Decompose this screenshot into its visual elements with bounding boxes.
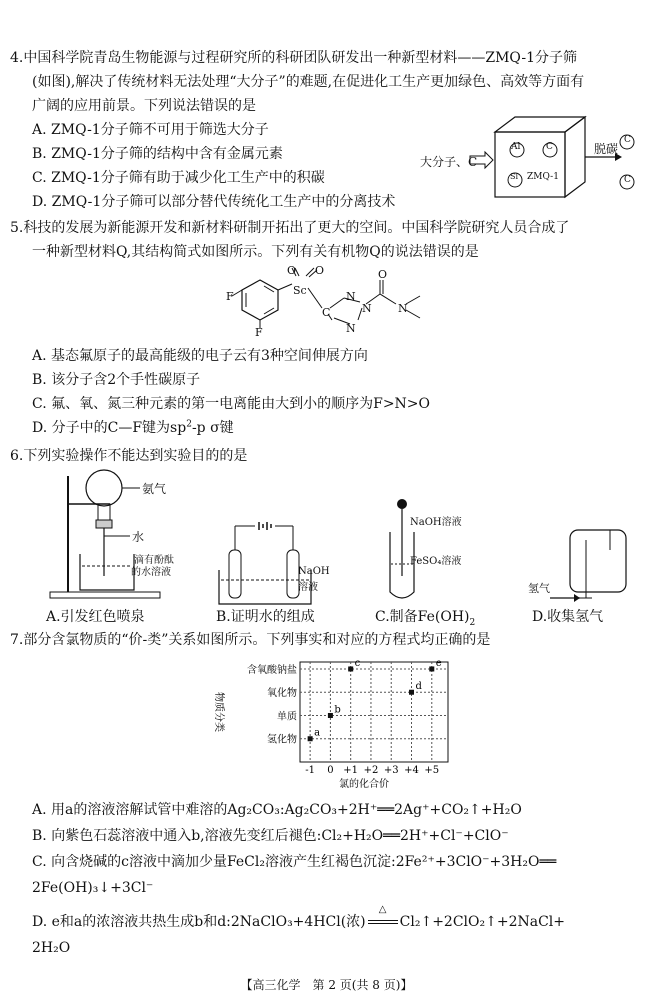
mol-f1: F bbox=[226, 290, 234, 303]
mol-f2: F bbox=[255, 326, 263, 339]
fig-a-sol2: 的水溶液 bbox=[131, 567, 171, 578]
mol-n1: N bbox=[346, 290, 356, 303]
q5-stem-line1: 5.科技的发展为新能源开发和新材料研制开拓出了更大的空间。中国科学院研究人员合成了 bbox=[10, 220, 570, 236]
si-atom: Si bbox=[510, 172, 519, 181]
c-out-1: C bbox=[624, 135, 631, 145]
fig-a-sol1: 滴有酚酞 bbox=[134, 555, 174, 566]
x-tick-label: +5 bbox=[424, 765, 440, 776]
mol-c: C bbox=[322, 306, 331, 319]
q4-option-c: C. ZMQ-1分子筛有助于减少化工生产中的积碳 bbox=[32, 170, 325, 186]
mol-n4: N bbox=[398, 302, 408, 315]
q6-option-b: B.证明水的组成 bbox=[216, 609, 315, 625]
sieve-input-label: 大分子、C bbox=[420, 155, 478, 169]
q4-stem-line1: 4.中国科学院青岛生物能源与过程研究所的科研团队研发出一种新型材料——ZMQ-1分子筛 bbox=[10, 50, 578, 66]
x-tick-label: +3 bbox=[383, 765, 399, 776]
chlorine-valence-class-chart bbox=[200, 650, 460, 796]
apparatus-a-fountain bbox=[40, 466, 190, 606]
data-label-a: a bbox=[314, 727, 321, 739]
mol-o3: O bbox=[378, 268, 388, 281]
q4-stem-line3: 广阔的应用前景。下列说法错误的是 bbox=[32, 98, 256, 114]
q5-option-c: C. 氟、氧、氮三种元素的第一电离能由大到小的顺序为F>N>O bbox=[32, 396, 431, 412]
mol-n3: N bbox=[346, 322, 356, 335]
fig-c-top: NaOH溶液 bbox=[410, 517, 462, 528]
chart-frame bbox=[300, 662, 448, 762]
q7-option-d-line2: 2H₂O bbox=[32, 940, 71, 956]
y-tick-label: 含氧酸钠盐 bbox=[247, 664, 297, 676]
mol-o1: O bbox=[287, 264, 297, 277]
q6-stem: 6.下列实验操作不能达到实验目的的是 bbox=[10, 448, 248, 464]
q7-option-c-line1: C. 向含烧碱的c溶液中滴加少量FeCl₂溶液产生红褐色沉淀:2Fe²⁺+3ClO⁻+3H₂O══ bbox=[32, 854, 557, 870]
data-label-d: d bbox=[415, 681, 422, 693]
x-axis-label: 氯的化合价 bbox=[339, 779, 389, 790]
c-out-2: C bbox=[624, 175, 631, 185]
q4-option-a: A. ZMQ-1分子筛不可用于筛选大分子 bbox=[32, 122, 269, 138]
y-tick-label: 单质 bbox=[277, 711, 297, 723]
q5-option-b: B. 该分子含2个手性碳原子 bbox=[32, 372, 201, 388]
x-tick-label: +2 bbox=[363, 765, 379, 776]
data-label-e: e bbox=[435, 657, 442, 669]
sieve-output-label: 脱碳 bbox=[594, 142, 619, 156]
fig-b-sol1: NaOH bbox=[298, 566, 330, 577]
q5-stem-line2: 一种新型材料Q,其结构简式如图所示。下列有关有机物Q的说法错误的是 bbox=[32, 244, 479, 260]
q6-option-d: D.收集氢气 bbox=[532, 609, 604, 625]
q7-option-d-line1: D. e和a的浓溶液共热生成b和d:2NaClO₃+4HCl(浓) △ Cl₂↑+2ClO₂↑+2NaCl+ bbox=[32, 904, 565, 930]
x-tick-label: -1 bbox=[305, 765, 316, 776]
x-tick-label: +1 bbox=[343, 765, 359, 776]
x-tick-label: 0 bbox=[327, 765, 334, 776]
mol-o2: O bbox=[315, 264, 325, 277]
data-point-a bbox=[308, 736, 313, 741]
data-point-d bbox=[409, 690, 414, 695]
fig-b-sol2: 溶液 bbox=[298, 582, 318, 593]
q7-option-b: B. 向紫色石蕊溶液中通入b,溶液先变红后褪色:Cl₂+H₂O══2H⁺+Cl⁻+ClO⁻ bbox=[32, 828, 509, 844]
q4-option-b: B. ZMQ-1分子筛的结构中含有金属元素 bbox=[32, 146, 283, 162]
y-axis-label: 物质分类 bbox=[213, 692, 224, 732]
mol-s: Sc bbox=[293, 284, 307, 297]
data-point-c bbox=[348, 666, 353, 671]
q6-option-a: A.引发红色喷泉 bbox=[46, 609, 145, 625]
y-tick-label: 氧化物 bbox=[267, 688, 297, 700]
apparatus-b-electrolysis bbox=[215, 520, 315, 606]
c-atom: C bbox=[546, 142, 553, 152]
fig-a-water: 水 bbox=[132, 530, 145, 544]
sieve-box-label: ZMQ-1 bbox=[527, 172, 559, 182]
x-tick-label: +4 bbox=[404, 765, 419, 776]
q4-option-d: D. ZMQ-1分子筛可以部分替代传统化工生产中的分离技术 bbox=[32, 194, 396, 210]
q6-option-c: C.制备$Fe(OH)_2$ bbox=[375, 609, 476, 628]
fig-a-gas: 氨气 bbox=[142, 482, 167, 496]
q4-stem-line2: (如图),解决了传统材料无法处理“大分子”的难题,在促进化工生产更加绿色、高效等方面有 bbox=[32, 74, 585, 90]
data-point-b bbox=[328, 713, 333, 718]
q5-option-d: D. 分子中的C—F键为$sp^2-p$ σ键 bbox=[32, 419, 234, 436]
y-tick-label: 氢化物 bbox=[267, 734, 297, 746]
data-label-b: b bbox=[334, 704, 341, 716]
fig-d-gas: 氢气 bbox=[528, 582, 550, 595]
q5-option-a: A. 基态氟原子的最高能级的电子云有3种空间伸展方向 bbox=[32, 348, 368, 364]
al-atom: Al bbox=[511, 142, 521, 152]
data-point-e bbox=[429, 666, 434, 671]
data-label-c: c bbox=[354, 657, 361, 669]
q7-stem: 7.部分含氯物质的“价-类”关系如图所示。下列事实和对应的方程式均正确的是 bbox=[10, 632, 491, 648]
fig-c-bottom: FeSO₄溶液 bbox=[410, 556, 462, 567]
q7-option-c-line2: 2Fe(OH)₃↓+3Cl⁻ bbox=[32, 880, 154, 896]
page-footer: 【高三化学 第 2 页(共 8 页)】 bbox=[240, 978, 413, 992]
mol-n2: N bbox=[362, 302, 372, 315]
q7-option-a: A. 用a的溶液溶解试管中难溶的Ag₂CO₃:Ag₂CO₃+2H⁺══2Ag⁺+CO₂↑+H₂O bbox=[32, 802, 522, 818]
